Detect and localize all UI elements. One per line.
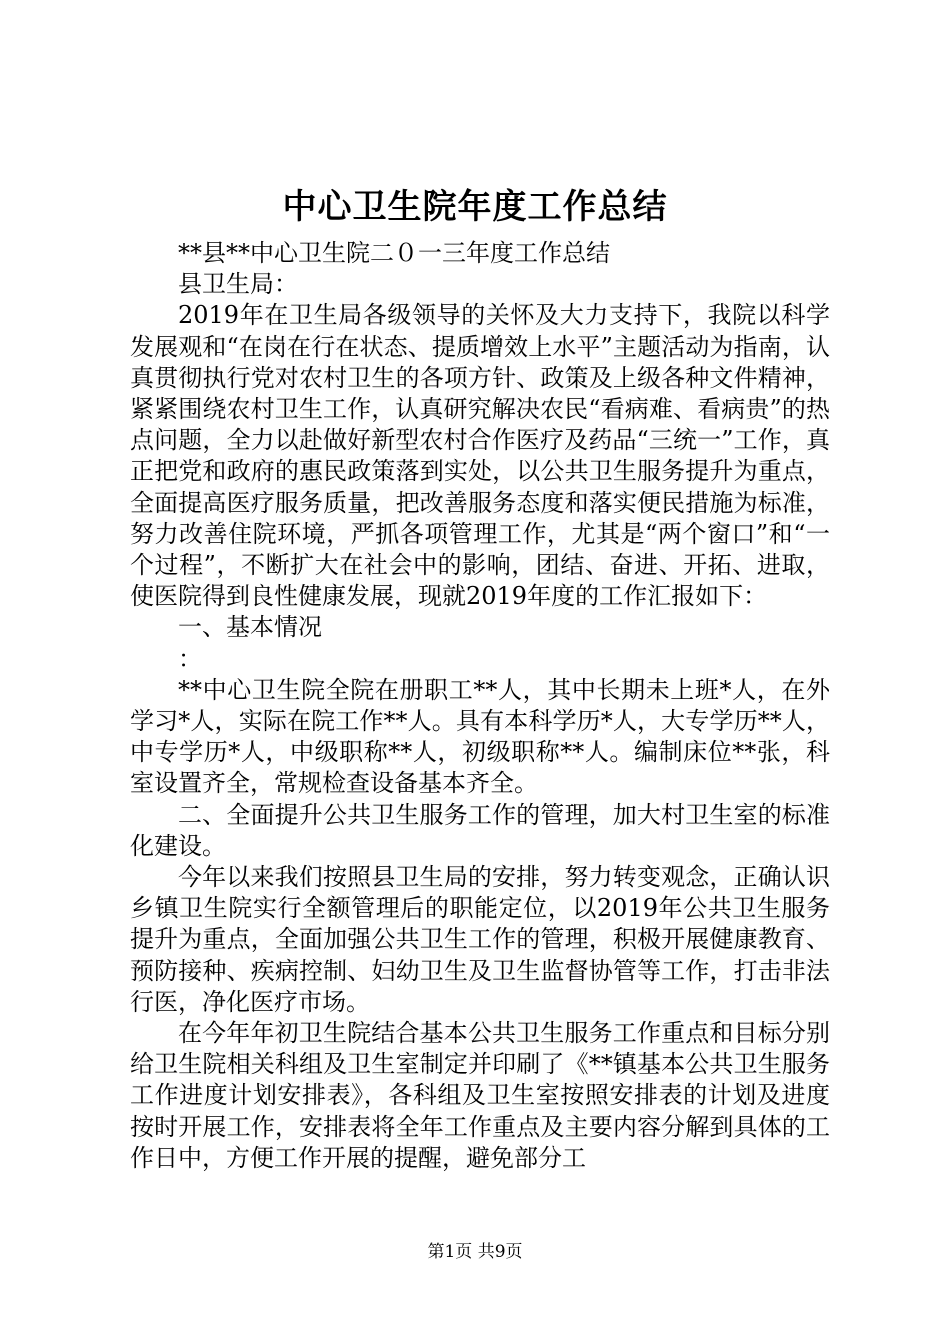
colon-line: ： [178, 644, 202, 673]
intro-paragraph: 2019年在卫生局各级领导的关怀及大力支持下，我院以科学发展观和“在岗在行在状态、提质增效上水平”主题活动为指南，认真贯彻执行党对农村卫生的各项方针、政策及上级各种文件精神，紧紧围绕农村卫生工作，认真研究解决农民“看病难、看病贵”的热点问题，全力以赴做好新型农村合作医疗及药品“三统一”工作，真正把党和政府的惠民政策落到实处，以公共卫生服务提升为重点，全面提高医疗服务质量，把改善服务态度和落实便民措施为标准，努力改善住院环境，严抓各项管理工作，尤其是“两个窗口”和“一个过程”，不断扩大在社会中的影响，团结、奋进、开拓、进取，使医院得到良性健康发展，现就2019年度的工作汇报如下： [130, 301, 830, 611]
basic-info-paragraph: **中心卫生院全院在册职工**人，其中长期未上班*人，在外学习*人，实际在院工作**人。具有本科学历*人，大专学历**人，中专学历*人，中级职称**人，初级职称**人。编制床位**张，科室设置齐全，常规检查设备基本齐全。 [130, 675, 830, 798]
section-heading-public-health: 二、全面提升公共卫生服务工作的管理，加大村卫生室的标准化建设。 [130, 800, 830, 860]
recipient-line: 县卫生局： [178, 270, 298, 299]
schedule-paragraph: 在今年年初卫生院结合基本公共卫生服务工作重点和目标分别给卫生院相关科组及卫生室制定并印刷了《**镇基本公共卫生服务工作进度计划安排表》，各科组及卫生室按照安排表的计划及进度按时开展工作，安排表将全年工作重点及主要内容分解到具体的工作日中，方便工作开展的提醒，避免部分工 [130, 1019, 830, 1172]
document-body [130, 238, 830, 1174]
document-title: 中心卫生院年度工作总结 [282, 187, 668, 227]
public-health-paragraph: 今年以来我们按照县卫生局的安排，努力转变观念，正确认识乡镇卫生院实行全额管理后的职能定位，以2019年公共卫生服务提升为重点，全面加强公共卫生工作的管理，积极开展健康教育、预防接种、疾病控制、妇幼卫生及卫生监督协管等工作，打击非法行医，净化医疗市场。 [130, 863, 830, 1016]
section-heading-basic: 一、基本情况 [178, 613, 322, 642]
subtitle-line: **县**中心卫生院二０一三年度工作总结 [178, 239, 610, 267]
page-footer: 第1页 共9页 [427, 1242, 523, 1262]
